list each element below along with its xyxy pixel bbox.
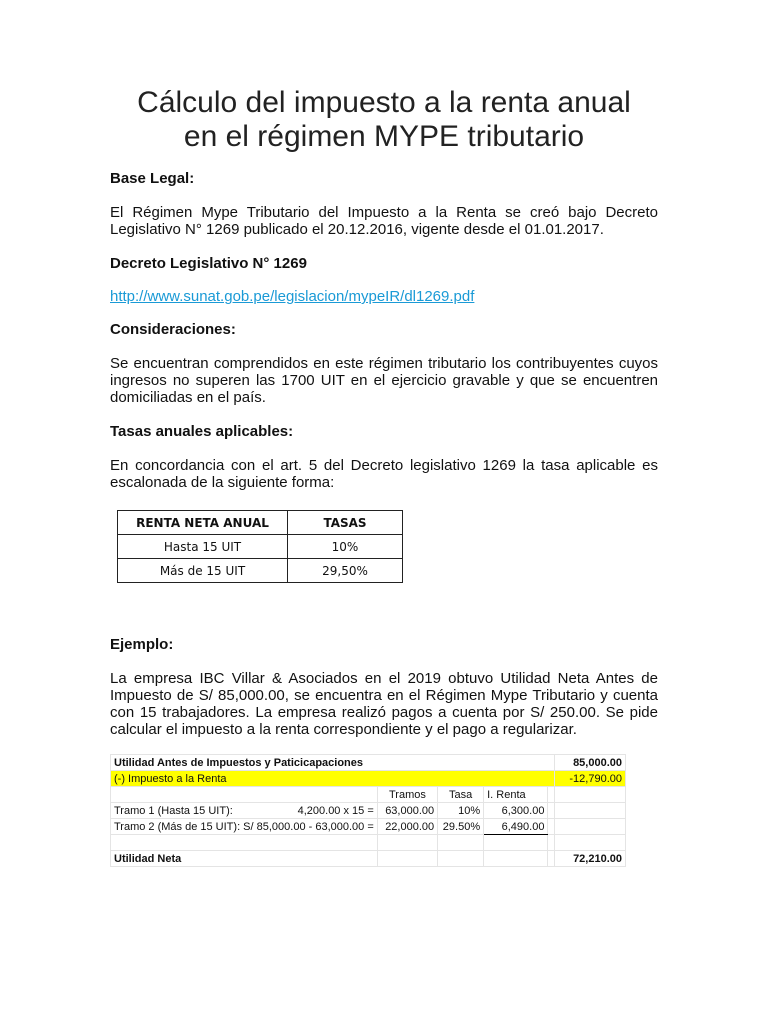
table-row bbox=[111, 771, 626, 787]
base-legal-text: El Régimen Mype Tributario del Impuesto a la Renta se creó bajo Decreto Legislativo N° 1269 publicado el 20.12.2016, vigente desde el 01.01.2017. bbox=[110, 204, 658, 238]
table-row bbox=[118, 559, 403, 583]
impuesto-value: -12,790.00 bbox=[555, 771, 626, 787]
col-irenta: I. Renta bbox=[484, 787, 548, 803]
tramo2-amount: 22,000.00 bbox=[377, 819, 437, 835]
consideraciones-text: Se encuentran comprendidos en este régimen tributario los contribuyentes cuyos ingresos no superen las 1700 UIT en el ejercicio gravable y que se encuentren domiciliadas en el país. bbox=[110, 355, 658, 406]
table-row bbox=[111, 819, 626, 835]
tramo1-rate: 10% bbox=[438, 803, 484, 819]
tramo1-amount: 63,000.00 bbox=[377, 803, 437, 819]
rates-cell: Hasta 15 UIT bbox=[118, 535, 288, 559]
ejemplo-heading: Ejemplo: bbox=[110, 636, 174, 653]
table-row bbox=[111, 755, 626, 771]
tramo2-rate: 29.50% bbox=[438, 819, 484, 835]
utilidad-antes-label: Utilidad Antes de Impuestos y Paticicapaciones bbox=[111, 755, 555, 771]
tasas-heading: Tasas anuales aplicables: bbox=[110, 423, 294, 440]
col-tramos: Tramos bbox=[377, 787, 437, 803]
utilidad-neta-value: 72,210.00 bbox=[555, 851, 626, 867]
table-row bbox=[111, 787, 626, 803]
calculation-table bbox=[110, 754, 626, 867]
rates-cell: Más de 15 UIT bbox=[118, 559, 288, 583]
table-row bbox=[118, 535, 403, 559]
rates-table bbox=[117, 510, 403, 583]
consideraciones-heading: Consideraciones: bbox=[110, 321, 236, 338]
title-line-2: en el régimen MYPE tributario bbox=[183, 120, 585, 153]
rates-header-renta: RENTA NETA ANUAL bbox=[118, 511, 288, 535]
title-line-1: Cálculo del impuesto a la renta anual bbox=[137, 86, 631, 119]
table-row bbox=[111, 835, 626, 851]
rates-cell: 29,50% bbox=[288, 559, 403, 583]
ejemplo-text: La empresa IBC Villar & Asociados en el 2019 obtuvo Utilidad Neta Antes de Impuesto de S/ 85,000.00, se encuentra en el Régimen Mype Tributario y cuenta con 15 trabajadores. La empresa realizó pagos a cuenta por S/ 250.00. Se pide calcular el impuesto a la renta correspondiente y el pago a regularizar. bbox=[110, 670, 658, 738]
document-content bbox=[110, 86, 658, 865]
base-legal-heading: Base Legal: bbox=[110, 170, 195, 187]
tramo1-label: Tramo 1 (Hasta 15 UIT): 4,200.00 x 15 = bbox=[111, 803, 378, 819]
col-tasa: Tasa bbox=[438, 787, 484, 803]
tasas-text: En concordancia con el art. 5 del Decreto legislativo 1269 la tasa aplicable es escalonada de la siguiente forma: bbox=[110, 457, 658, 491]
decreto-heading: Decreto Legislativo N° 1269 bbox=[110, 255, 307, 272]
table-row bbox=[111, 851, 626, 867]
tramo1-formula: 4,200.00 x 15 = bbox=[297, 804, 374, 817]
tramo1-tax: 6,300.00 bbox=[484, 803, 548, 819]
tramo2-tax: 6,490.00 bbox=[484, 819, 548, 835]
tramo2-label: Tramo 2 (Más de 15 UIT): S/ 85,000.00 - 63,000.00 = bbox=[111, 819, 378, 835]
utilidad-neta-label: Utilidad Neta bbox=[111, 851, 378, 867]
impuesto-label: (-) Impuesto a la Renta bbox=[111, 771, 555, 787]
document-title bbox=[110, 86, 658, 154]
rates-header-tasas: TASAS bbox=[288, 511, 403, 535]
table-row bbox=[111, 803, 626, 819]
rates-cell: 10% bbox=[288, 535, 403, 559]
utilidad-antes-value: 85,000.00 bbox=[555, 755, 626, 771]
decreto-link[interactable]: http://www.sunat.gob.pe/legislacion/mypeIR/dl1269.pdf bbox=[110, 288, 475, 305]
rates-header-row bbox=[118, 511, 403, 535]
